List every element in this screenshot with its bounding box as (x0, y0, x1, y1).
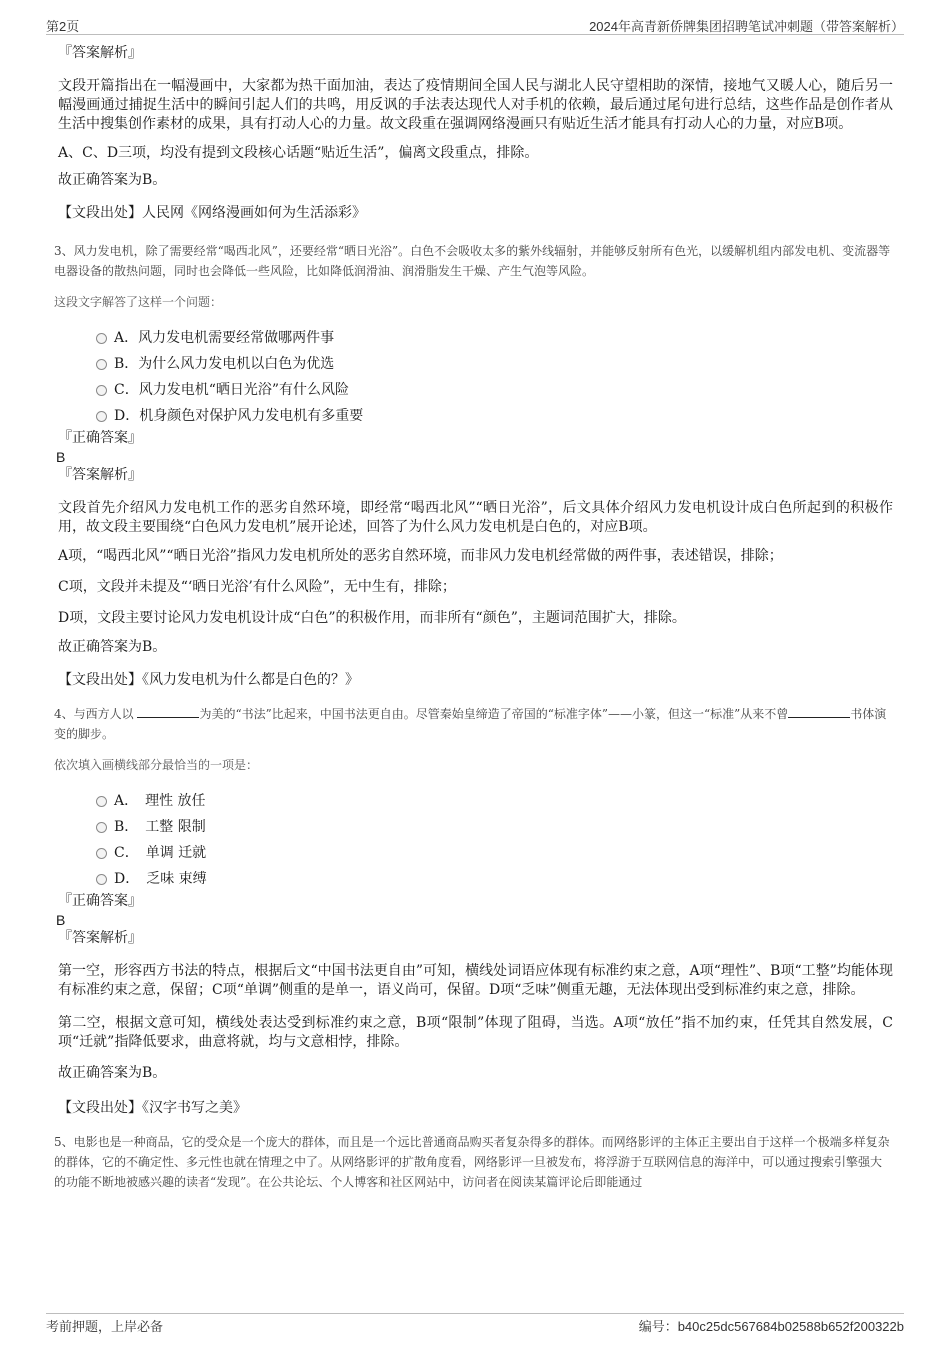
radio-button[interactable] (96, 411, 107, 422)
radio-button[interactable] (96, 359, 107, 370)
question-prompt: 依次填入画横线部分最恰当的一项是： (54, 758, 259, 772)
page-header (46, 14, 904, 35)
question-stem: 5、电影也是一种商品，它的受众是一个庞大的群体，而且是一个远比普通商品购买者复杂得多的群体。而网络影评的主体正主要出自于这样一个极端多样复杂的群体，它的不确定性、多元性也就在情理之中了。从网络影评的扩散角度看，网络影评一旦被发布，将浮游于互联网信息的海洋中，可以通过搜索引擎强大的功能不断地被感兴趣的读者“发现”。在公共论坛、个人博客和社区网站中，访问者在阅读某篇评论后即能通过 (54, 1135, 890, 1189)
option-b[interactable]: B． 工整 限制 (96, 814, 893, 840)
radio-button[interactable] (96, 796, 107, 807)
analysis-paragraph: A项，“喝西北风”“晒日光浴”指风力发电机所处的恶劣自然环境，而非风力发电机经常做的两件事，表述错误，排除； (58, 548, 783, 564)
option-d[interactable]: D．机身颜色对保护风力发电机有多重要 (96, 403, 893, 429)
analysis-paragraph: 第二空，根据文意可知，横线处表达受到标准约束之意，B项“限制”体现了阻碍，当选。A项“放任”指不加约束，任凭其自然发展，C项“迁就”指降低要求，曲意将就，均与文意相悖，排除。 (58, 1015, 893, 1050)
analysis-label: 『答案解析』 (58, 930, 142, 946)
option-c[interactable]: C． 单调 迁就 (96, 840, 893, 866)
page-footer (46, 1313, 904, 1334)
analysis-paragraph: 第一空，形容西方书法的特点，根据后文“中国书法更自由”可知，横线处词语应体现有标准约束之意，A项“理性”、B项“工整”均能体现有标准约束之意，保留；C项“单调”侧重的是单一，语义尚可，保留。D项“乏味”侧重无趣，无法体现出受到标准约束之意，排除。 (58, 963, 893, 998)
correct-answer-label: 『正确答案』 (58, 893, 142, 909)
analysis-paragraph: D项，文段主要讨论风力发电机设计成“白色”的积极作用，而非所有“颜色”，主题词范围扩大，排除。 (58, 610, 686, 626)
option-a[interactable]: A． 理性 放任 (96, 788, 893, 814)
source-line: 【文段出处】人民网《网络漫画如何为生活添彩》 (58, 205, 366, 221)
page-content (54, 44, 893, 1192)
answer-conclusion: 故正确答案为B。 (58, 639, 167, 655)
correct-answer: B (56, 912, 66, 928)
document-id: 编号：b40c25dc567684b02588b652f200322b (638, 1319, 904, 1334)
footer-slogan: 考前押题，上岸必备 (46, 1319, 164, 1334)
analysis-paragraph: 文段开篇指出在一幅漫画中，大家都为热干面加油，表达了疫情期间全国人民与湖北人民守望相助的深情，接地气又暖人心，随后另一幅漫画通过捕捉生活中的瞬间引起人们的共鸣，用反讽的手法表达现代人对手机的依赖，最后通过尾句进行总结，这些作品是创作者从生活中搜集创作素材的成果，具有打动人心的力量。故文段重在强调网络漫画只有贴近生活才能具有打动人心的力量，对应B项。 (58, 78, 893, 132)
analysis-label: 『答案解析』 (58, 45, 142, 61)
correct-answer-label: 『正确答案』 (58, 430, 142, 446)
option-b[interactable]: B．为什么风力发电机以白色为优选 (96, 351, 893, 377)
answer-conclusion: 故正确答案为B。 (58, 1065, 167, 1081)
fill-blank (137, 705, 199, 718)
option-d[interactable]: D． 乏味 束缚 (96, 866, 893, 892)
correct-answer: B (56, 449, 66, 465)
radio-button[interactable] (96, 385, 107, 396)
question-prompt: 这段文字解答了这样一个问题： (54, 295, 223, 309)
fill-blank (788, 705, 850, 718)
page-number: 第2页 (46, 19, 80, 34)
radio-button[interactable] (96, 874, 107, 885)
radio-button[interactable] (96, 333, 107, 344)
analysis-paragraph: 文段首先介绍风力发电机工作的恶劣自然环境，即经常“喝西北风”“晒日光浴”，后文具体介绍风力发电机设计成白色所起到的积极作用，故文段主要围绕“白色风力发电机”展开论述，回答了为什么风力发电机是白色的，对应B项。 (58, 500, 893, 535)
source-line: 【文段出处】《汉字书写之美》 (58, 1100, 247, 1116)
question-stem: 4、与西方人以 为美的“书法”比起来，中国书法更自由。尽管秦始皇缔造了帝国的“标准字体”——小篆，但这一“标准”从来不曾 书体演变的脚步。 (54, 707, 887, 741)
question-stem: 3、风力发电机，除了需要经常“喝西北风”，还要经常“晒日光浴”。白色不会吸收太多的紫外线辐射，并能够反射所有色光，以缓解机组内部发电机、变流器等电器设备的散热问题，同时也会降低一些风险，比如降低润滑油、润滑脂发生干燥、产生气泡等风险。 (54, 244, 891, 278)
radio-button[interactable] (96, 822, 107, 833)
analysis-label: 『答案解析』 (58, 467, 142, 483)
document-title: 2024年高青新侨牌集团招聘笔试冲刺题（带答案解析） (589, 19, 904, 34)
analysis-paragraph: A、C、D三项，均没有提到文段核心话题“贴近生活”，偏离文段重点，排除。 (58, 145, 539, 161)
analysis-paragraph: C项，文段并未提及“‘晒日光浴’有什么风险”，无中生有，排除； (58, 579, 456, 595)
option-a[interactable]: A．风力发电机需要经常做哪两件事 (96, 325, 893, 351)
answer-conclusion: 故正确答案为B。 (58, 172, 167, 188)
option-c[interactable]: C．风力发电机“晒日光浴”有什么风险 (96, 377, 893, 403)
radio-button[interactable] (96, 848, 107, 859)
source-line: 【文段出处】《风力发电机为什么都是白色的？》 (58, 672, 359, 688)
